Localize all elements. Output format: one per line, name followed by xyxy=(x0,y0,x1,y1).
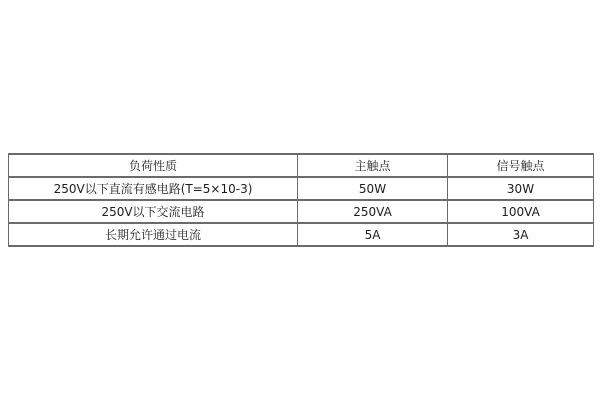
table-row xyxy=(9,177,594,200)
cell-signal-contact-value: 3A xyxy=(448,223,594,246)
table-row xyxy=(9,223,594,246)
cell-load-type: 长期允许通过电流 xyxy=(9,223,298,246)
cell-load-type: 250V以下直流有感电路(T=5×10-3) xyxy=(9,177,298,200)
table-row xyxy=(9,200,594,223)
table-header-row xyxy=(9,154,594,177)
cell-main-contact-value: 250VA xyxy=(298,200,448,223)
cell-signal-contact-value: 30W xyxy=(448,177,594,200)
header-cell-main-contact: 主触点 xyxy=(298,154,448,177)
header-cell-load-type: 负荷性质 xyxy=(9,154,298,177)
cell-signal-contact-value: 100VA xyxy=(448,200,594,223)
cell-main-contact-value: 50W xyxy=(298,177,448,200)
header-cell-signal-contact: 信号触点 xyxy=(448,154,594,177)
contact-load-spec-table xyxy=(8,153,594,247)
cell-main-contact-value: 5A xyxy=(298,223,448,246)
cell-load-type: 250V以下交流电路 xyxy=(9,200,298,223)
